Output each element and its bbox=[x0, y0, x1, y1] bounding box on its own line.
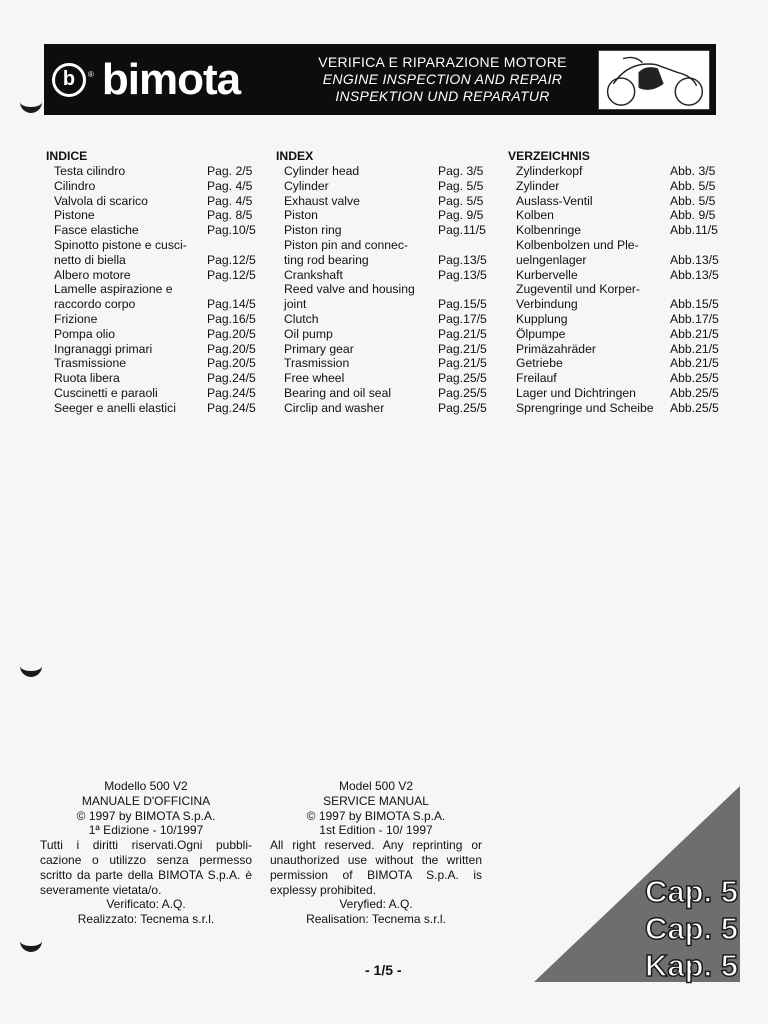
entry-title: Trasmission bbox=[284, 356, 350, 371]
section-title bbox=[287, 54, 598, 105]
index-entry bbox=[46, 401, 261, 416]
entry-title: Zylinder bbox=[516, 178, 560, 193]
entry-title: Kurbervelle bbox=[516, 267, 578, 282]
entry-page: Pag.20/5 bbox=[207, 341, 256, 356]
chapter-labels bbox=[645, 873, 738, 984]
index-entry bbox=[508, 282, 723, 297]
entry-title: Kolben bbox=[516, 208, 554, 223]
entry-page: Abb. 5/5 bbox=[670, 193, 716, 208]
entry-title: Zylinderkopf bbox=[516, 164, 583, 178]
index-entry bbox=[46, 356, 261, 371]
index-entry bbox=[276, 327, 491, 342]
entry-page: Pag.17/5 bbox=[438, 311, 487, 326]
entry-page: Pag. 3/5 bbox=[438, 164, 484, 178]
title-english: ENGINE INSPECTION AND REPAIR bbox=[322, 71, 563, 87]
entry-page: Pag.12/5 bbox=[207, 252, 256, 267]
index-entry bbox=[276, 297, 491, 312]
entry-page: Pag. 8/5 bbox=[207, 208, 253, 223]
chapter-label-it: Cap. 5 bbox=[644, 874, 738, 909]
entry-title: Cilindro bbox=[54, 178, 96, 193]
index-entry bbox=[46, 327, 261, 342]
index-entry bbox=[276, 371, 491, 386]
index-entry bbox=[508, 194, 723, 209]
index-entry bbox=[46, 208, 261, 223]
entry-title: Pompa olio bbox=[54, 326, 115, 341]
index-entry bbox=[46, 297, 261, 312]
entry-title: Clutch bbox=[284, 311, 319, 326]
index-entry bbox=[46, 194, 261, 209]
title-german: INSPEKTION UND REPARATUR bbox=[335, 88, 550, 104]
index-entry bbox=[276, 164, 491, 179]
entry-page: Abb.21/5 bbox=[670, 356, 719, 371]
manual-title: MANUALE D'OFFICINA bbox=[81, 793, 211, 808]
index-entry bbox=[508, 179, 723, 194]
index-entry bbox=[508, 164, 723, 179]
index-entry bbox=[276, 208, 491, 223]
index-entry bbox=[46, 371, 261, 386]
entry-page: Pag.21/5 bbox=[438, 326, 487, 341]
footer-english bbox=[270, 779, 482, 927]
copyright: © 1997 by BIMOTA S.p.A. bbox=[76, 808, 216, 823]
index-entry bbox=[276, 282, 491, 297]
model-name: Modello 500 V2 bbox=[104, 779, 188, 793]
entry-page: Pag.25/5 bbox=[438, 400, 487, 415]
index-entry bbox=[276, 312, 491, 327]
entry-title: Crankshaft bbox=[284, 267, 343, 282]
entry-title: Cuscinetti e paraoli bbox=[54, 385, 158, 400]
entry-title: Kolbenbolzen und Ple- bbox=[516, 237, 639, 252]
index-entry bbox=[508, 268, 723, 283]
realized-by: Realisation: Tecnema s.r.l. bbox=[306, 912, 446, 927]
entry-title: joint bbox=[284, 297, 307, 312]
entry-title: Frizione bbox=[54, 311, 98, 326]
entry-title: Lamelle aspirazione e bbox=[54, 282, 173, 297]
index-german bbox=[508, 149, 723, 416]
entry-title: Ingranaggi primari bbox=[54, 341, 153, 356]
index-entry bbox=[508, 208, 723, 223]
chapter-label-de: Kap. 5 bbox=[644, 948, 738, 983]
entry-page: Pag.13/5 bbox=[438, 252, 487, 267]
header-banner bbox=[44, 44, 716, 115]
index-heading: VERZEICHNIS bbox=[508, 149, 590, 163]
entry-page: Pag.10/5 bbox=[207, 223, 256, 238]
footer-italian bbox=[40, 779, 252, 927]
index-entry bbox=[508, 356, 723, 371]
entry-page: Abb.25/5 bbox=[670, 400, 719, 415]
entry-page: Abb.11/5 bbox=[670, 223, 718, 238]
entry-title: Kolbenringe bbox=[516, 223, 582, 238]
index-entry bbox=[276, 179, 491, 194]
entry-title: Ruota libera bbox=[54, 371, 120, 386]
binder-hole-mark bbox=[20, 660, 42, 677]
entry-title: raccordo corpo bbox=[54, 297, 136, 312]
index-entry bbox=[46, 342, 261, 357]
entry-page: Abb. 3/5 bbox=[670, 164, 716, 178]
entry-page: Pag. 4/5 bbox=[207, 193, 253, 208]
rights-notice: Tutti i diritti riservati.Ogni pubbli-cazione o utilizzo senza permesso scritto da parte della BIMOTA S.p.A. è severamente vietata/o. bbox=[40, 838, 252, 897]
entry-page: Pag.25/5 bbox=[438, 385, 487, 400]
index-heading: INDICE bbox=[46, 149, 88, 163]
entry-page: Pag. 4/5 bbox=[207, 178, 253, 193]
index-entry bbox=[46, 312, 261, 327]
entry-page: Pag.20/5 bbox=[207, 326, 256, 341]
entry-title: Spinotto pistone e cusci- bbox=[54, 237, 187, 252]
entry-title: Piston pin and connec- bbox=[284, 237, 408, 252]
bimota-logo bbox=[52, 54, 287, 104]
index-entry bbox=[276, 238, 491, 253]
entry-title: Freilauf bbox=[516, 371, 557, 386]
entry-title: Zugeventil und Korper- bbox=[516, 282, 640, 297]
entry-title: Piston ring bbox=[284, 223, 342, 238]
index-entry bbox=[46, 223, 261, 238]
entry-title: Piston bbox=[284, 208, 318, 223]
entry-title: netto di biella bbox=[54, 252, 126, 267]
binder-hole-mark bbox=[20, 935, 42, 952]
entry-page: Pag.15/5 bbox=[438, 297, 487, 312]
entry-page: Pag.16/5 bbox=[207, 311, 256, 326]
entry-title: Getriebe bbox=[516, 356, 563, 371]
entry-page: Abb.13/5 bbox=[670, 252, 719, 267]
brand-wordmark: bimota bbox=[101, 54, 241, 104]
index-entry bbox=[508, 401, 723, 416]
index-entry bbox=[508, 342, 723, 357]
index-entry bbox=[276, 386, 491, 401]
index-entry bbox=[276, 401, 491, 416]
registered-mark: ® bbox=[88, 69, 94, 79]
entry-page: Pag. 9/5 bbox=[438, 208, 484, 223]
entry-title: Sprengringe und Scheibe bbox=[516, 400, 654, 415]
entry-title: Oil pump bbox=[284, 326, 333, 341]
index-entry bbox=[46, 253, 261, 268]
model-name: Model 500 V2 bbox=[338, 779, 414, 793]
realized-by: Realizzato: Tecnema s.r.l. bbox=[77, 912, 215, 927]
entry-page: Pag. 2/5 bbox=[207, 164, 253, 178]
entry-page: Abb.17/5 bbox=[670, 311, 719, 326]
index-entry bbox=[276, 356, 491, 371]
entry-title: Bearing and oil seal bbox=[284, 385, 392, 400]
entry-title: Auslass-Ventil bbox=[516, 193, 593, 208]
entry-page: Abb. 5/5 bbox=[670, 178, 716, 193]
index-entry bbox=[46, 164, 261, 179]
entry-title: Primary gear bbox=[284, 341, 354, 356]
entry-page: Abb.25/5 bbox=[670, 385, 719, 400]
index-entry bbox=[508, 223, 723, 238]
entry-page: Pag.21/5 bbox=[438, 356, 487, 371]
entry-page: Pag.25/5 bbox=[438, 371, 487, 386]
entry-page: Pag.11/5 bbox=[438, 223, 486, 238]
index-english bbox=[276, 149, 491, 416]
entry-title: Kupplung bbox=[516, 311, 568, 326]
index-entry bbox=[46, 179, 261, 194]
index-entry bbox=[508, 253, 723, 268]
index-entry bbox=[508, 312, 723, 327]
index-entry bbox=[46, 282, 261, 297]
index-heading: INDEX bbox=[276, 149, 314, 163]
bimota-logo-icon: b bbox=[52, 63, 86, 97]
manual-title: SERVICE MANUAL bbox=[323, 793, 429, 808]
entry-page: Pag.24/5 bbox=[207, 371, 256, 386]
entry-title: Testa cilindro bbox=[54, 164, 126, 178]
index-entry bbox=[46, 386, 261, 401]
rights-notice: All right reserved. Any reprinting or unauthorized use without the written permission of BIMOTA S.p.A. is explessy prohibited. bbox=[270, 838, 482, 897]
index-entry bbox=[276, 253, 491, 268]
entry-page: Pag.14/5 bbox=[207, 297, 256, 312]
edition: 1st Edition - 10/ 1997 bbox=[319, 823, 433, 838]
index-entry bbox=[276, 268, 491, 283]
entry-title: Cylinder bbox=[284, 178, 329, 193]
index-entry bbox=[276, 223, 491, 238]
entry-title: Primäzahräder bbox=[516, 341, 596, 356]
motorcycle-icon bbox=[598, 50, 710, 110]
entry-page: Pag.12/5 bbox=[207, 267, 256, 282]
entry-title: Pistone bbox=[54, 208, 95, 223]
index-italian bbox=[46, 149, 261, 416]
entry-title: Lager und Dichtringen bbox=[516, 385, 636, 400]
entry-page: Pag.24/5 bbox=[207, 400, 256, 415]
edition: 1ª Edizione - 10/1997 bbox=[88, 823, 204, 838]
entry-page: Abb.21/5 bbox=[670, 326, 719, 341]
entry-title: ting rod bearing bbox=[284, 252, 369, 267]
verified-by: Verificato: A.Q. bbox=[106, 897, 186, 912]
index-entry bbox=[46, 268, 261, 283]
entry-title: Seeger e anelli elastici bbox=[54, 400, 176, 415]
entry-page: Pag. 5/5 bbox=[438, 178, 484, 193]
binder-hole-mark bbox=[20, 96, 42, 113]
entry-title: Reed valve and housing bbox=[284, 282, 415, 297]
verified-by: Veryfied: A.Q. bbox=[339, 897, 413, 912]
entry-title: Cylinder head bbox=[284, 164, 360, 178]
entry-title: Trasmissione bbox=[54, 356, 127, 371]
entry-page: Pag.24/5 bbox=[207, 385, 256, 400]
entry-title: Ölpumpe bbox=[516, 326, 566, 341]
title-italian: VERIFICA E RIPARAZIONE MOTORE bbox=[318, 54, 567, 70]
entry-title: Valvola di scarico bbox=[54, 193, 148, 208]
entry-title: Albero motore bbox=[54, 267, 131, 282]
entry-title: Circlip and washer bbox=[284, 400, 385, 415]
index-entry bbox=[276, 194, 491, 209]
entry-page: Abb.15/5 bbox=[670, 297, 719, 312]
entry-title: Exhaust valve bbox=[284, 193, 360, 208]
entry-page: Abb.21/5 bbox=[670, 341, 719, 356]
entry-title: Free wheel bbox=[284, 371, 345, 386]
entry-page: Abb.13/5 bbox=[670, 267, 719, 282]
entry-title: Verbindung bbox=[516, 297, 578, 312]
entry-page: Pag.13/5 bbox=[438, 267, 487, 282]
entry-page: Pag.20/5 bbox=[207, 356, 256, 371]
entry-page: Abb. 9/5 bbox=[670, 208, 716, 223]
entry-page: Pag.21/5 bbox=[438, 341, 487, 356]
index-entry bbox=[508, 386, 723, 401]
copyright: © 1997 by BIMOTA S.p.A. bbox=[306, 808, 446, 823]
page-number: - 1/5 - bbox=[365, 962, 402, 978]
entry-title: uelngenlager bbox=[516, 252, 587, 267]
index-entry bbox=[508, 327, 723, 342]
entry-page: Pag. 5/5 bbox=[438, 193, 484, 208]
index-entry bbox=[46, 238, 261, 253]
chapter-label-en: Cap. 5 bbox=[644, 911, 738, 946]
index-entry bbox=[508, 238, 723, 253]
index-entry bbox=[276, 342, 491, 357]
entry-title: Fasce elastiche bbox=[54, 223, 139, 238]
entry-page: Abb.25/5 bbox=[670, 371, 719, 386]
index-entry bbox=[508, 297, 723, 312]
index-entry bbox=[508, 371, 723, 386]
